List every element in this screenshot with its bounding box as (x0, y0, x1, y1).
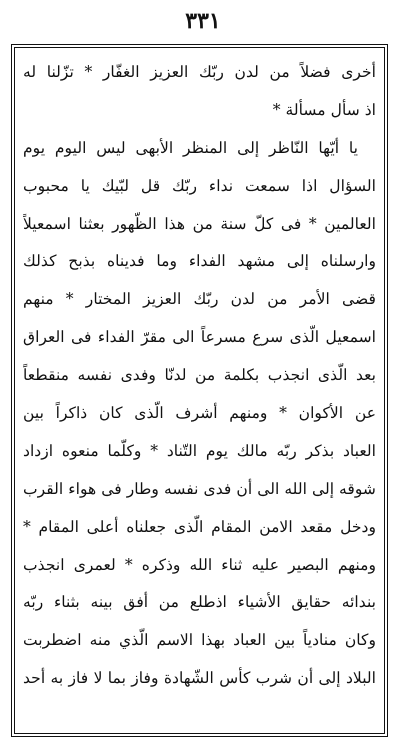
text-line: السؤال اذا سمعت نداء ربّك قل لبّيك يا محبوب (23, 176, 376, 195)
text-line: عن الأكوان * ومنهم أشرف الّذى كان ذاكراً بين (23, 404, 376, 423)
text-line: بندائه حقايق الأشياء اذطلع من أفق بينه بثناء ربّه (23, 593, 376, 612)
text-frame (11, 44, 388, 737)
text-line: قضى الأمر من لدن ربّك العزيز المختار * منهم (23, 290, 376, 309)
text-line: العباد بذكر ربّه مالك يوم التّناد * وكلّما منعوه ازداد (23, 441, 376, 460)
text-line: بعد الّذى انجذب بكلمة من لدنّا وفدى نفسه منقطعاً (23, 366, 376, 385)
text-body (23, 54, 376, 727)
text-line: ومنهم البصير عليه ثناء الله وذكره * لعمرى انجذب (23, 555, 376, 574)
text-line: شوقه إلى الله الى أن فدى نفسه وطار فى هواء القرب (23, 479, 376, 498)
text-line: يا أيّها النّاظر إلى المنظر الأبهى ليس اليوم يوم (23, 138, 358, 157)
text-line: اذ سأل مسألة * (272, 100, 376, 119)
page-number: ٣٣١ (185, 8, 221, 34)
text-line: البلاد إلى أن شرب كأس الشّهادة وفاز بما لا فاز به أحد (23, 669, 376, 688)
text-line: العالمين * فى كلّ سنة من هذا الظّهور بعثنا اسمعيلاً (23, 214, 376, 233)
text-line: اسمعيل الّذى سرع مسرعاً الى مقرّ الفداء فى العراق (23, 328, 376, 347)
text-line: ودخل مقعد الامن المقام الّذى جعلناه أعلى المقام * (23, 517, 376, 536)
text-line: وارسلناه إلى مشهد الفداء وما فديناه بذبح كذلك (23, 252, 376, 271)
text-line: أخرى فضلاً من لدن ربّك العزيز الغفّار * تزّلنا له (23, 63, 376, 81)
text-line: وكان منادياً بين العباد بهذا الاسم الّذي منه اضطربت (23, 631, 376, 650)
